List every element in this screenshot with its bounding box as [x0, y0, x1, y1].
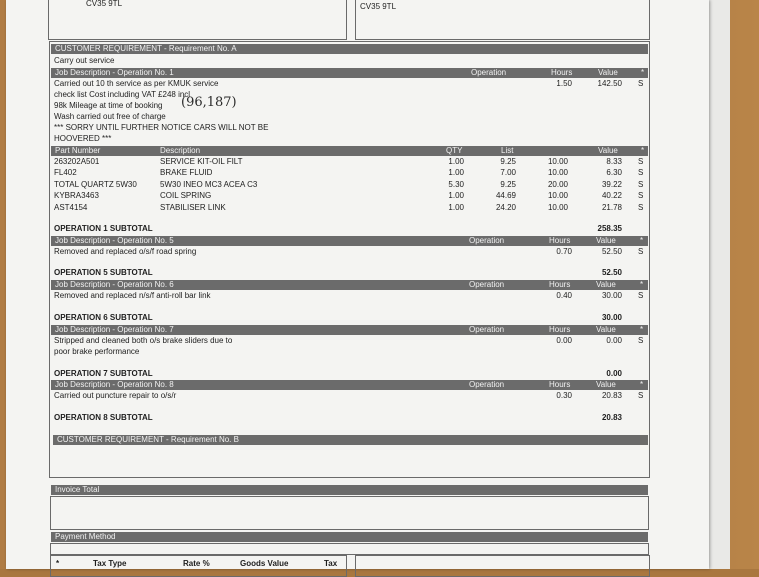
part-description: BRAKE FLUID	[160, 168, 213, 177]
op1-line-2: check list Cost including VAT £248 incl	[54, 90, 191, 99]
requirement-a-title: CUSTOMER REQUIREMENT - Requirement No. A	[55, 44, 237, 53]
op6-title: Job Description - Operation No. 6	[55, 280, 174, 289]
op6-col-hours: Hours	[549, 280, 571, 289]
op8-hours: 0.30	[556, 391, 572, 400]
tax-col-type: Tax Type	[93, 559, 127, 568]
part-number: 263202A501	[54, 157, 100, 166]
op8-header	[51, 380, 648, 390]
op6-col-star: *	[640, 280, 644, 289]
op8-value: 20.83	[601, 391, 622, 400]
op6-header	[51, 280, 648, 290]
op1-col-hours: Hours	[551, 68, 573, 77]
part-number: AST4154	[54, 203, 88, 212]
op7-col-operation: Operation	[469, 325, 505, 334]
op6-line-1: Removed and replaced n/s/f anti-roll bar link	[54, 291, 211, 300]
op5-subtotal-label: OPERATION 5 SUBTOTAL	[54, 268, 153, 277]
invoice-total-box	[50, 496, 649, 530]
op1-line-4: Wash carried out free of charge	[54, 112, 166, 121]
op7-line-2: poor brake performance	[54, 347, 140, 356]
op1-line-1: Carried out 10 th service as per KMUK service	[54, 79, 219, 88]
part-flag: S	[638, 157, 644, 166]
part-qty: 1.00	[448, 168, 464, 177]
op8-flag: S	[638, 391, 644, 400]
op1-line-6: HOOVERED ***	[54, 134, 112, 143]
op8-subtotal-label: OPERATION 8 SUBTOTAL	[54, 413, 153, 422]
part-value: 40.22	[601, 191, 622, 200]
op1-hours: 1.50	[556, 79, 572, 88]
op7-col-star: *	[640, 325, 644, 334]
op6-flag: S	[638, 291, 644, 300]
op7-col-value: Value	[596, 325, 616, 334]
op8-subtotal: 20.83	[601, 413, 622, 422]
payment-method-header	[51, 532, 648, 542]
part-list: 9.25	[500, 180, 516, 189]
requirement-a-text: Carry out service	[54, 56, 115, 65]
address-box-right	[355, 0, 650, 40]
op1-col-star: *	[641, 68, 645, 77]
payment-method-box	[50, 543, 649, 555]
op1-title: Job Description - Operation No. 1	[55, 68, 174, 77]
parts-col-description: Description	[160, 146, 201, 155]
invoice-total-title: Invoice Total	[55, 485, 100, 494]
parts-col-value: Value	[598, 146, 618, 155]
op5-header	[51, 236, 648, 246]
part-number: FL402	[54, 168, 77, 177]
op7-hours: 0.00	[556, 336, 572, 345]
op7-value: 0.00	[606, 336, 622, 345]
payment-method-title: Payment Method	[55, 532, 116, 541]
invoice-sheet	[6, 0, 709, 569]
part-list: 7.00	[500, 168, 516, 177]
op5-subtotal: 52.50	[601, 268, 622, 277]
postcode-left: CV35 9TL	[86, 0, 123, 8]
op1-col-operation: Operation	[471, 68, 507, 77]
part-list: 44.69	[495, 191, 516, 200]
op6-subtotal-label: OPERATION 6 SUBTOTAL	[54, 313, 153, 322]
op5-col-value: Value	[596, 236, 616, 245]
part-number: TOTAL QUARTZ 5W30	[54, 180, 137, 189]
op8-col-operation: Operation	[469, 380, 505, 389]
parts-col-qty: QTY	[446, 146, 463, 155]
part-qty: 1.00	[448, 191, 464, 200]
part-discount: 10.00	[547, 157, 568, 166]
parts-col-list: List	[501, 146, 514, 155]
part-description: SERVICE KIT-OIL FILT	[160, 157, 243, 166]
part-list: 9.25	[500, 157, 516, 166]
op6-col-value: Value	[596, 280, 616, 289]
op7-flag: S	[638, 336, 644, 345]
op6-subtotal: 30.00	[601, 313, 622, 322]
tax-col-star: *	[56, 559, 60, 568]
op7-subtotal: 0.00	[606, 369, 622, 378]
tax-col-goods-value: Goods Value	[240, 559, 289, 568]
op6-value: 30.00	[601, 291, 622, 300]
op5-title: Job Description - Operation No. 5	[55, 236, 174, 245]
part-flag: S	[638, 191, 644, 200]
parts-col-part-number: Part Number	[55, 146, 101, 155]
op8-title: Job Description - Operation No. 8	[55, 380, 174, 389]
part-flag: S	[638, 180, 644, 189]
op1-col-value: Value	[598, 68, 618, 77]
op1-line-3: 98k Mileage at time of booking	[54, 101, 163, 110]
address-box-left	[48, 0, 347, 40]
handwritten-mileage: (96,187)	[181, 95, 237, 110]
part-flag: S	[638, 168, 644, 177]
op5-value: 52.50	[601, 247, 622, 256]
op8-col-value: Value	[596, 380, 616, 389]
requirement-b-title: CUSTOMER REQUIREMENT - Requirement No. B	[57, 435, 239, 444]
op5-hours: 0.70	[556, 247, 572, 256]
part-number: KYBRA3463	[54, 191, 99, 200]
op1-value: 142.50	[597, 79, 622, 88]
part-flag: S	[638, 203, 644, 212]
parts-col-star: *	[641, 146, 645, 155]
part-value: 39.22	[601, 180, 622, 189]
tax-col-rate: Rate %	[183, 559, 210, 568]
part-qty: 5.30	[448, 180, 464, 189]
op7-col-hours: Hours	[549, 325, 571, 334]
op5-col-operation: Operation	[469, 236, 505, 245]
op1-line-5: *** SORRY UNTIL FURTHER NOTICE CARS WILL NOT BE	[54, 123, 269, 132]
part-discount: 10.00	[547, 203, 568, 212]
op8-col-hours: Hours	[549, 380, 571, 389]
part-description: COIL SPRING	[160, 191, 212, 200]
parts-header	[51, 146, 648, 156]
part-discount: 10.00	[547, 168, 568, 177]
op7-subtotal-label: OPERATION 7 SUBTOTAL	[54, 369, 153, 378]
part-description: 5W30 INEO MC3 ACEA C3	[160, 180, 258, 189]
part-list: 24.20	[495, 203, 516, 212]
op7-title: Job Description - Operation No. 7	[55, 325, 174, 334]
op1-header	[51, 68, 648, 78]
part-discount: 20.00	[547, 180, 568, 189]
op8-col-star: *	[640, 380, 644, 389]
op1-flag: S	[638, 79, 644, 88]
part-value: 21.78	[601, 203, 622, 212]
op6-col-operation: Operation	[469, 280, 505, 289]
part-discount: 10.00	[547, 191, 568, 200]
part-value: 6.30	[606, 168, 622, 177]
op5-flag: S	[638, 247, 644, 256]
op5-line-1: Removed and replaced o/s/f road spring	[54, 247, 197, 256]
op5-col-hours: Hours	[549, 236, 571, 245]
op7-header	[51, 325, 648, 335]
op8-line-1: Carried out puncture repair to o/s/r	[54, 391, 177, 400]
op1-subtotal-label: OPERATION 1 SUBTOTAL	[54, 224, 153, 233]
postcode-right: CV35 9TL	[360, 2, 397, 11]
op7-line-1: Stripped and cleaned both o/s brake sliders due to	[54, 336, 233, 345]
part-qty: 1.00	[448, 203, 464, 212]
part-qty: 1.00	[448, 157, 464, 166]
tax-side-box	[355, 555, 650, 577]
part-description: STABILISER LINK	[160, 203, 226, 212]
part-value: 8.33	[606, 157, 622, 166]
op1-subtotal: 258.35	[597, 224, 622, 233]
op5-col-star: *	[640, 236, 644, 245]
requirement-b-header	[53, 435, 648, 445]
tax-col-tax: Tax	[324, 559, 338, 568]
requirement-a-header	[51, 44, 648, 54]
invoice-total-header	[51, 485, 648, 495]
op6-hours: 0.40	[556, 291, 572, 300]
